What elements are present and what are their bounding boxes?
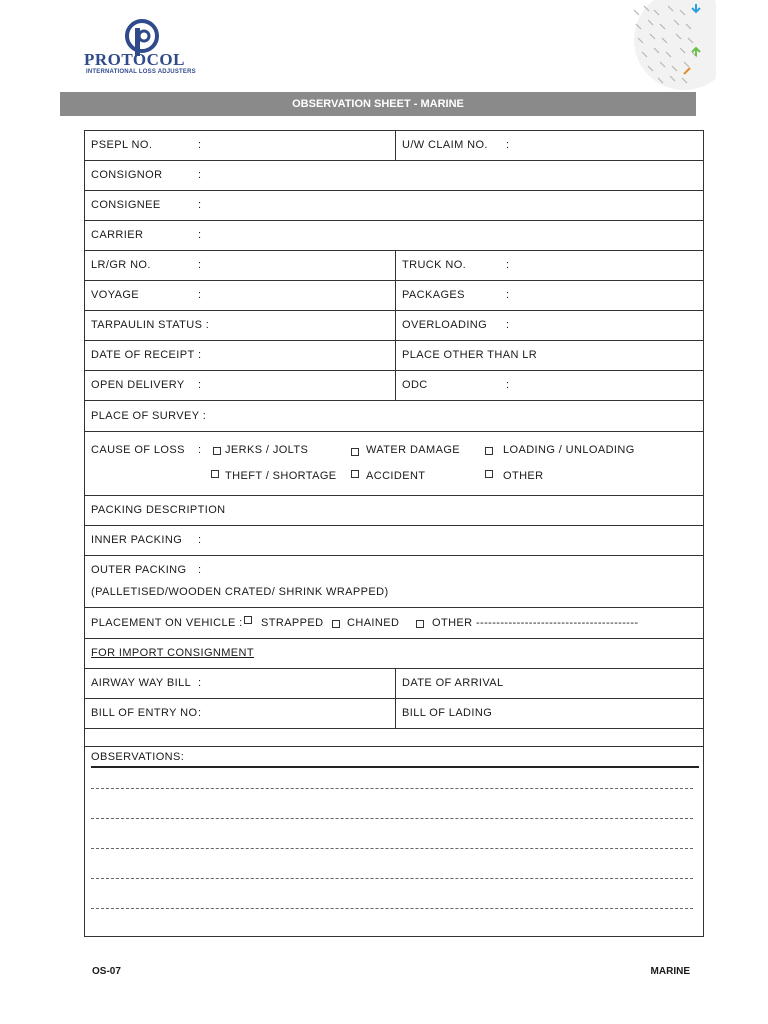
globe-arrows-icon: [624, 0, 716, 92]
row-consignee: [85, 191, 703, 221]
other-placement-label: OTHER ----------------------------------------: [432, 617, 639, 629]
cause-of-loss-label: CAUSE OF LOSS: [91, 444, 185, 456]
tarpaulin-status-label: TARPAULIN STATUS :: [91, 319, 210, 331]
row-lr-gr: [85, 251, 703, 281]
colon: :: [198, 677, 202, 689]
other-cause-label: OTHER: [503, 470, 544, 482]
strapped-label: STRAPPED: [261, 617, 324, 629]
colon: :: [198, 564, 202, 576]
row-airway-bill: [85, 669, 703, 699]
theft-shortage-label: THEFT / SHORTAGE: [225, 470, 337, 482]
row-packing-description: [85, 496, 703, 526]
colon: :: [198, 379, 202, 391]
colon: :: [198, 707, 202, 719]
accident-checkbox[interactable]: [351, 470, 359, 478]
observations-area: [85, 747, 703, 937]
consignee-label: CONSIGNEE: [91, 199, 161, 211]
colon: :: [198, 169, 202, 181]
consignor-label: CONSIGNOR: [91, 169, 163, 181]
logo-wordmark: PROTOCOL: [84, 50, 185, 69]
other-placement-checkbox[interactable]: [416, 620, 424, 628]
lr-gr-no-label: LR/GR NO.: [91, 259, 151, 271]
date-of-arrival-label: DATE OF ARRIVAL: [395, 669, 705, 698]
chained-checkbox[interactable]: [332, 620, 340, 628]
observation-line[interactable]: [91, 848, 693, 849]
import-consignment-text: FOR IMPORT CONSIGNMENT: [91, 647, 255, 659]
strapped-checkbox[interactable]: [244, 616, 252, 624]
colon: :: [198, 534, 202, 546]
chained-label: CHAINED: [347, 617, 400, 629]
company-logo: [84, 16, 204, 80]
colon: :: [506, 139, 510, 151]
carrier-label: CARRIER: [91, 229, 144, 241]
psepl-no-label: PSEPL NO.: [91, 139, 153, 151]
row-psepl: [85, 131, 703, 161]
odc-label: ODC: [395, 371, 705, 400]
colon: :: [506, 289, 510, 301]
packing-description-label: PACKING DESCRIPTION: [91, 504, 226, 516]
theft-shortage-checkbox[interactable]: [211, 470, 219, 478]
row-place-survey: [85, 401, 703, 432]
placement-on-vehicle-label: PLACEMENT ON VEHICLE :: [91, 617, 243, 629]
colon: :: [198, 349, 202, 361]
observations-label: OBSERVATIONS:: [91, 751, 185, 763]
place-other-than-lr-label: PLACE OTHER THAN LR: [395, 341, 705, 370]
colon: :: [506, 259, 510, 271]
jerks-checkbox[interactable]: [213, 447, 221, 455]
row-carrier: [85, 221, 703, 251]
truck-no-label: TRUCK NO.: [395, 251, 705, 280]
accident-label: ACCIDENT: [366, 470, 426, 482]
colon: :: [198, 199, 202, 211]
observations-rule: [91, 766, 699, 768]
observation-line[interactable]: [91, 908, 693, 909]
colon: :: [506, 379, 510, 391]
row-inner-packing: [85, 526, 703, 556]
form-title-banner: OBSERVATION SHEET - MARINE: [60, 92, 696, 116]
import-consignment-heading: [85, 639, 705, 668]
row-tarpaulin: [85, 311, 703, 341]
uw-claim-no-label: U/W CLAIM NO.: [395, 131, 705, 160]
row-consignor: [85, 161, 703, 191]
open-delivery-label: OPEN DELIVERY: [91, 379, 185, 391]
water-damage-checkbox[interactable]: [351, 448, 359, 456]
colon: :: [506, 319, 510, 331]
loading-unloading-checkbox[interactable]: [485, 447, 493, 455]
overloading-label: OVERLOADING: [395, 311, 705, 340]
airway-bill-label: AIRWAY WAY BILL: [91, 677, 192, 689]
bill-of-lading-label: BILL OF LADING: [395, 699, 705, 728]
colon: :: [198, 139, 202, 151]
outer-packing-label: OUTER PACKING: [91, 564, 187, 576]
row-bill-of-entry: [85, 699, 703, 729]
logo-tagline: INTERNATIONAL LOSS ADJUSTERS: [86, 69, 196, 75]
row-date-receipt: [85, 341, 703, 371]
row-import-heading: [85, 639, 703, 669]
packages-label: PACKAGES: [395, 281, 705, 310]
observation-line[interactable]: [91, 878, 693, 879]
row-cause-of-loss: [85, 432, 703, 496]
water-damage-label: WATER DAMAGE: [366, 444, 461, 456]
form-code: OS-07: [92, 966, 121, 977]
row-voyage: [85, 281, 703, 311]
observation-form: [84, 130, 704, 937]
colon: :: [198, 444, 202, 456]
outer-packing-note: (PALLETISED/WOODEN CRATED/ SHRINK WRAPPED): [91, 586, 389, 598]
loading-unloading-label: LOADING / UNLOADING: [503, 444, 635, 456]
bill-of-entry-label: BILL OF ENTRY NO: [91, 707, 198, 719]
row-spacer: [85, 729, 703, 747]
jerks-label: JERKS / JOLTS: [225, 444, 309, 456]
colon: :: [198, 259, 202, 271]
voyage-label: VOYAGE: [91, 289, 140, 301]
observation-line[interactable]: [91, 818, 693, 819]
inner-packing-label: INNER PACKING: [91, 534, 183, 546]
row-open-delivery: [85, 371, 703, 401]
observation-line[interactable]: [91, 788, 693, 789]
place-of-survey-label: PLACE OF SURVEY :: [91, 410, 207, 422]
other-cause-checkbox[interactable]: [485, 470, 493, 478]
row-placement: [85, 608, 703, 639]
colon: :: [198, 289, 202, 301]
form-category: MARINE: [650, 966, 690, 977]
colon: :: [198, 229, 202, 241]
row-outer-packing: [85, 556, 703, 608]
date-of-receipt-label: DATE OF RECEIPT: [91, 349, 195, 361]
